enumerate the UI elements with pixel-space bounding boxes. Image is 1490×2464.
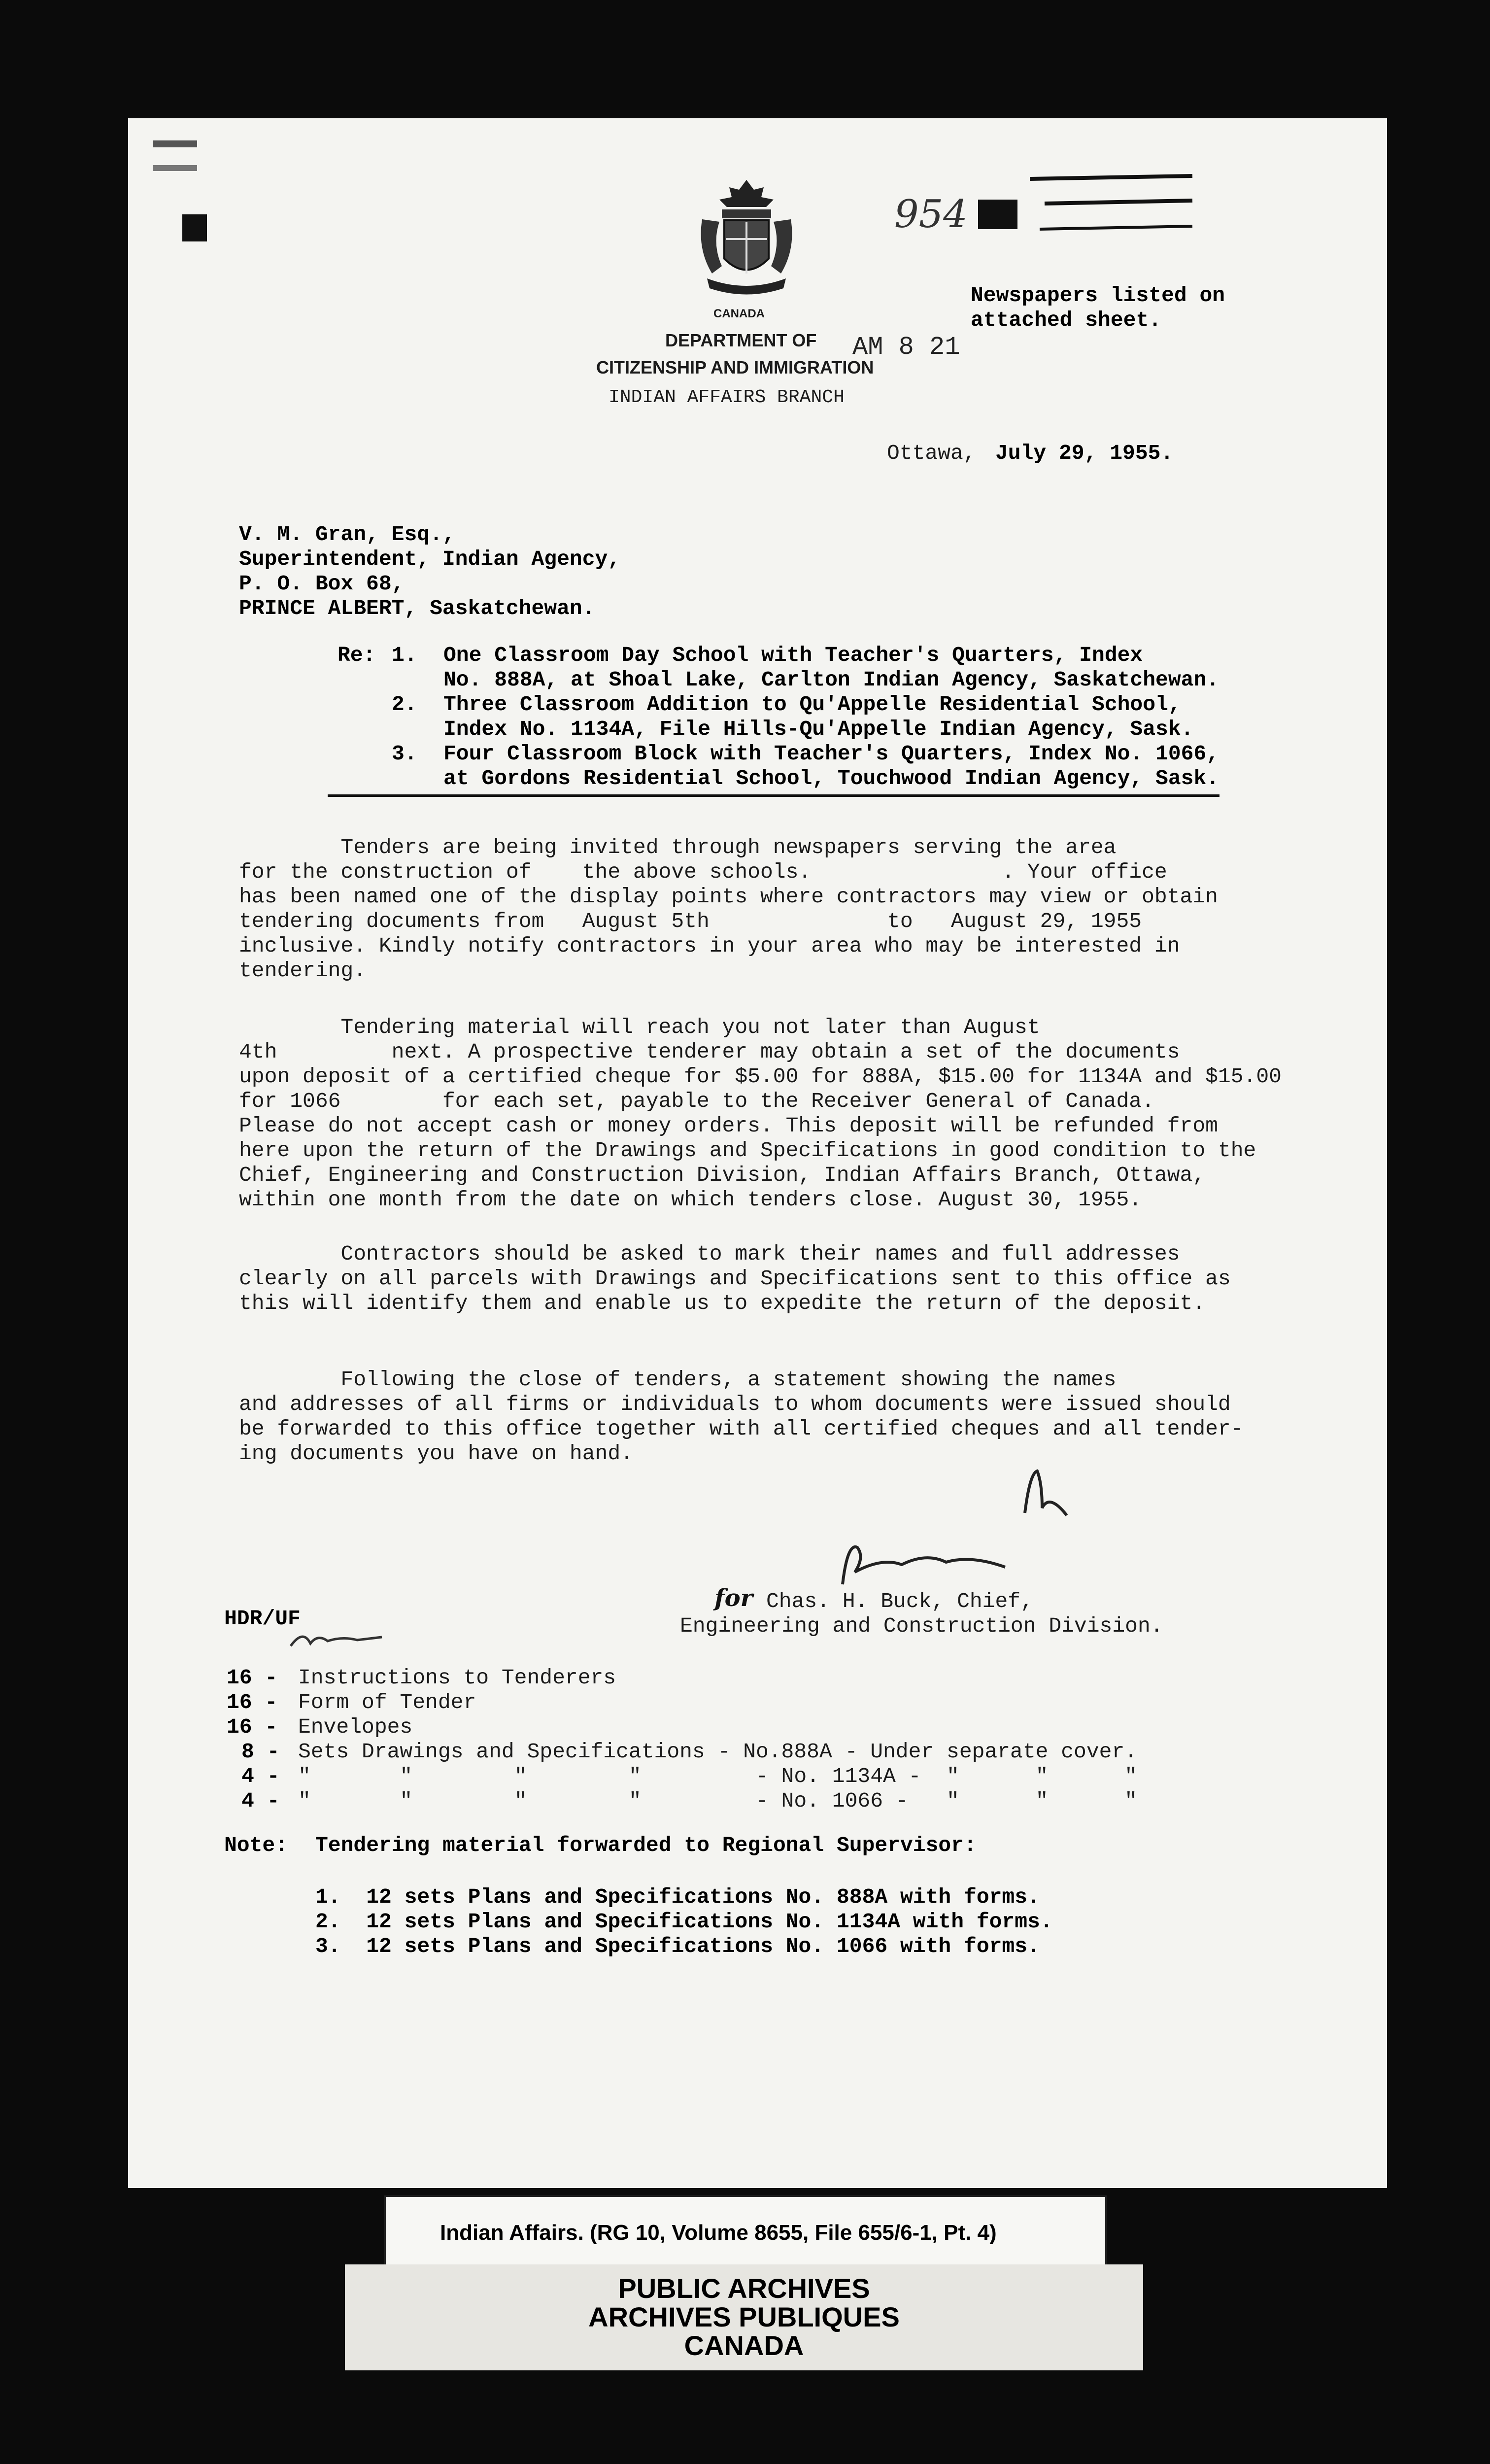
- enclosure-qty: 16 -: [227, 1715, 278, 1739]
- enclosure-qty: 4 -: [241, 1789, 280, 1813]
- archive-reference: Indian Affairs. (RG 10, Volume 8655, File 655/6-1, Pt. 4): [440, 2221, 997, 2245]
- p2-line: Chief, Engineering and Construction Division, Indian Affairs Branch, Ottawa,: [239, 1163, 1206, 1187]
- file-number-handwritten: 954: [894, 192, 968, 237]
- department-line-1: DEPARTMENT OF: [665, 330, 817, 350]
- re-item-2-line-1: Three Classroom Addition to Qu'Appelle Residential School,: [443, 692, 1181, 717]
- strike-through-refs: [1030, 165, 1197, 244]
- enclosure-qty: 16 -: [227, 1666, 278, 1690]
- p1-line: tendering documents from August 5th to August 29, 1955: [239, 909, 1142, 933]
- p1-line: has been named one of the display points where contractors may view or obtain: [239, 885, 1218, 909]
- addressee-line-3: P. O. Box 68,: [239, 572, 405, 596]
- ink-blot: [978, 200, 1017, 229]
- signature-title-line: Engineering and Construction Division.: [680, 1614, 1163, 1638]
- paragraph-3: [239, 1242, 1298, 1316]
- p2-line: for 1066 for each set, payable to the Receiver General of Canada.: [239, 1089, 1154, 1113]
- p1-line: tendering.: [239, 958, 367, 983]
- signature-for-mark: for: [714, 1584, 753, 1612]
- archives-line-3: CANADA: [684, 2330, 804, 2361]
- addressee-line-1: V. M. Gran, Esq.,: [239, 522, 455, 547]
- p1-line: for the construction of the above schools. . Your office: [239, 860, 1167, 884]
- enclosure-qty: 8 -: [241, 1740, 280, 1764]
- typist-initials: HDR/UF: [224, 1607, 301, 1631]
- re-item-1-line-2: No. 888A, at Shoal Lake, Carlton Indian Agency, Saskatchewan.: [443, 668, 1219, 692]
- binder-tab-marks: [148, 131, 217, 249]
- re-item-2-line-2: Index No. 1134A, File Hills-Qu'Appelle Indian Agency, Sask.: [443, 717, 1194, 741]
- re-item-1-num: 1.: [392, 643, 417, 667]
- addressee-line-2: Superintendent, Indian Agency,: [239, 547, 621, 571]
- p2-line: here upon the return of the Drawings and Specifications in good condition to the: [239, 1138, 1256, 1163]
- note-item-3: 3. 12 sets Plans and Specifications No. 1066 with forms.: [315, 1934, 1040, 1958]
- note-item-1: 1. 12 sets Plans and Specifications No. 888A with forms.: [315, 1885, 1040, 1909]
- re-item-3-num: 3.: [392, 742, 417, 766]
- signature-name-line: Chas. H. Buck, Chief,: [766, 1589, 1033, 1613]
- p2-line: upon deposit of a certified cheque for $5.00 for 888A, $15.00 for 1134A and $15.00: [239, 1064, 1282, 1089]
- department-line-2: CITIZENSHIP AND IMMIGRATION: [596, 357, 874, 377]
- p2-line: 4th next. A prospective tenderer may obtain a set of the documents: [239, 1040, 1180, 1064]
- enclosure-desc: " " " " - No. 1066 - " " ": [298, 1789, 1138, 1813]
- p2-line: within one month from the date on which tenders close. August 30, 1955.: [239, 1188, 1142, 1212]
- enclosure-qty: 16 -: [227, 1690, 278, 1714]
- p4-line: and addresses of all firms or individuals to whom documents were issued should: [239, 1392, 1231, 1416]
- enclosure-desc: Instructions to Tenderers: [298, 1666, 616, 1690]
- re-item-2-num: 2.: [392, 692, 417, 717]
- paragraph-2: [239, 1015, 1298, 1212]
- re-item-3-line-2: at Gordons Residential School, Touchwood Indian Agency, Sask.: [443, 766, 1219, 790]
- received-stamp: AM 8 21: [852, 333, 960, 362]
- handwritten-tick-mark: [1020, 1464, 1074, 1523]
- enclosure-desc: " " " " - No. 1134A - " " ": [298, 1764, 1138, 1788]
- re-label: Re:: [338, 643, 376, 667]
- canada-coat-of-arms-icon: [692, 175, 801, 303]
- p2-line: Please do not accept cash or money orders. This deposit will be refunded from: [239, 1114, 1218, 1138]
- p3-line: this will identify them and enable us to expedite the return of the deposit.: [239, 1291, 1206, 1315]
- letter-date: July 29, 1955.: [995, 441, 1174, 465]
- re-underline: [328, 794, 1219, 797]
- document-page: [128, 118, 1387, 2188]
- paragraph-4: [239, 1368, 1298, 1466]
- archives-line-1: PUBLIC ARCHIVES: [618, 2273, 870, 2304]
- note-text: Tendering material forwarded to Regional Supervisor:: [315, 1833, 977, 1857]
- p4-line: Following the close of tenders, a statement showing the names: [239, 1368, 1117, 1392]
- place: Ottawa,: [887, 441, 976, 465]
- handwritten-initials: [288, 1626, 387, 1656]
- handwritten-signature: [828, 1538, 1015, 1592]
- paragraph-1: [239, 835, 1298, 983]
- enclosure-qty: 4 -: [241, 1764, 280, 1788]
- branch-name: INDIAN AFFAIRS BRANCH: [609, 387, 845, 408]
- note-label: Note:: [224, 1833, 288, 1857]
- p4-line: be forwarded to this office together with all certified cheques and all tender-: [239, 1417, 1244, 1441]
- re-item-3-line-1: Four Classroom Block with Teacher's Quarters, Index No. 1066,: [443, 742, 1219, 766]
- p4-line: ing documents you have on hand.: [239, 1441, 633, 1466]
- note-item-2: 2. 12 sets Plans and Specifications No. 1134A with forms.: [315, 1910, 1053, 1934]
- archives-line-2: ARCHIVES PUBLIQUES: [588, 2301, 900, 2332]
- newspapers-note-1: Newspapers listed on: [971, 283, 1225, 308]
- enclosure-desc: Sets Drawings and Specifications - No.888A - Under separate cover.: [298, 1740, 1138, 1764]
- archives-stamp: [345, 2264, 1143, 2370]
- re-item-1-line-1: One Classroom Day School with Teacher's Quarters, Index: [443, 643, 1143, 667]
- p1-line: inclusive. Kindly notify contractors in your area who may be interested in: [239, 934, 1180, 958]
- p1-line: Tenders are being invited through newspapers serving the area: [239, 835, 1117, 859]
- archive-reference-label: [384, 2195, 1107, 2272]
- p3-line: clearly on all parcels with Drawings and Specifications sent to this office as: [239, 1266, 1231, 1291]
- addressee-line-4: PRINCE ALBERT, Saskatchewan.: [239, 596, 595, 620]
- enclosure-desc: Envelopes: [298, 1715, 413, 1739]
- newspapers-note-2: attached sheet.: [971, 308, 1162, 332]
- p2-line: Tendering material will reach you not later than August: [239, 1015, 1040, 1039]
- p3-line: Contractors should be asked to mark their names and full addresses: [239, 1242, 1180, 1266]
- crest-caption: CANADA: [713, 307, 765, 320]
- enclosure-desc: Form of Tender: [298, 1690, 476, 1714]
